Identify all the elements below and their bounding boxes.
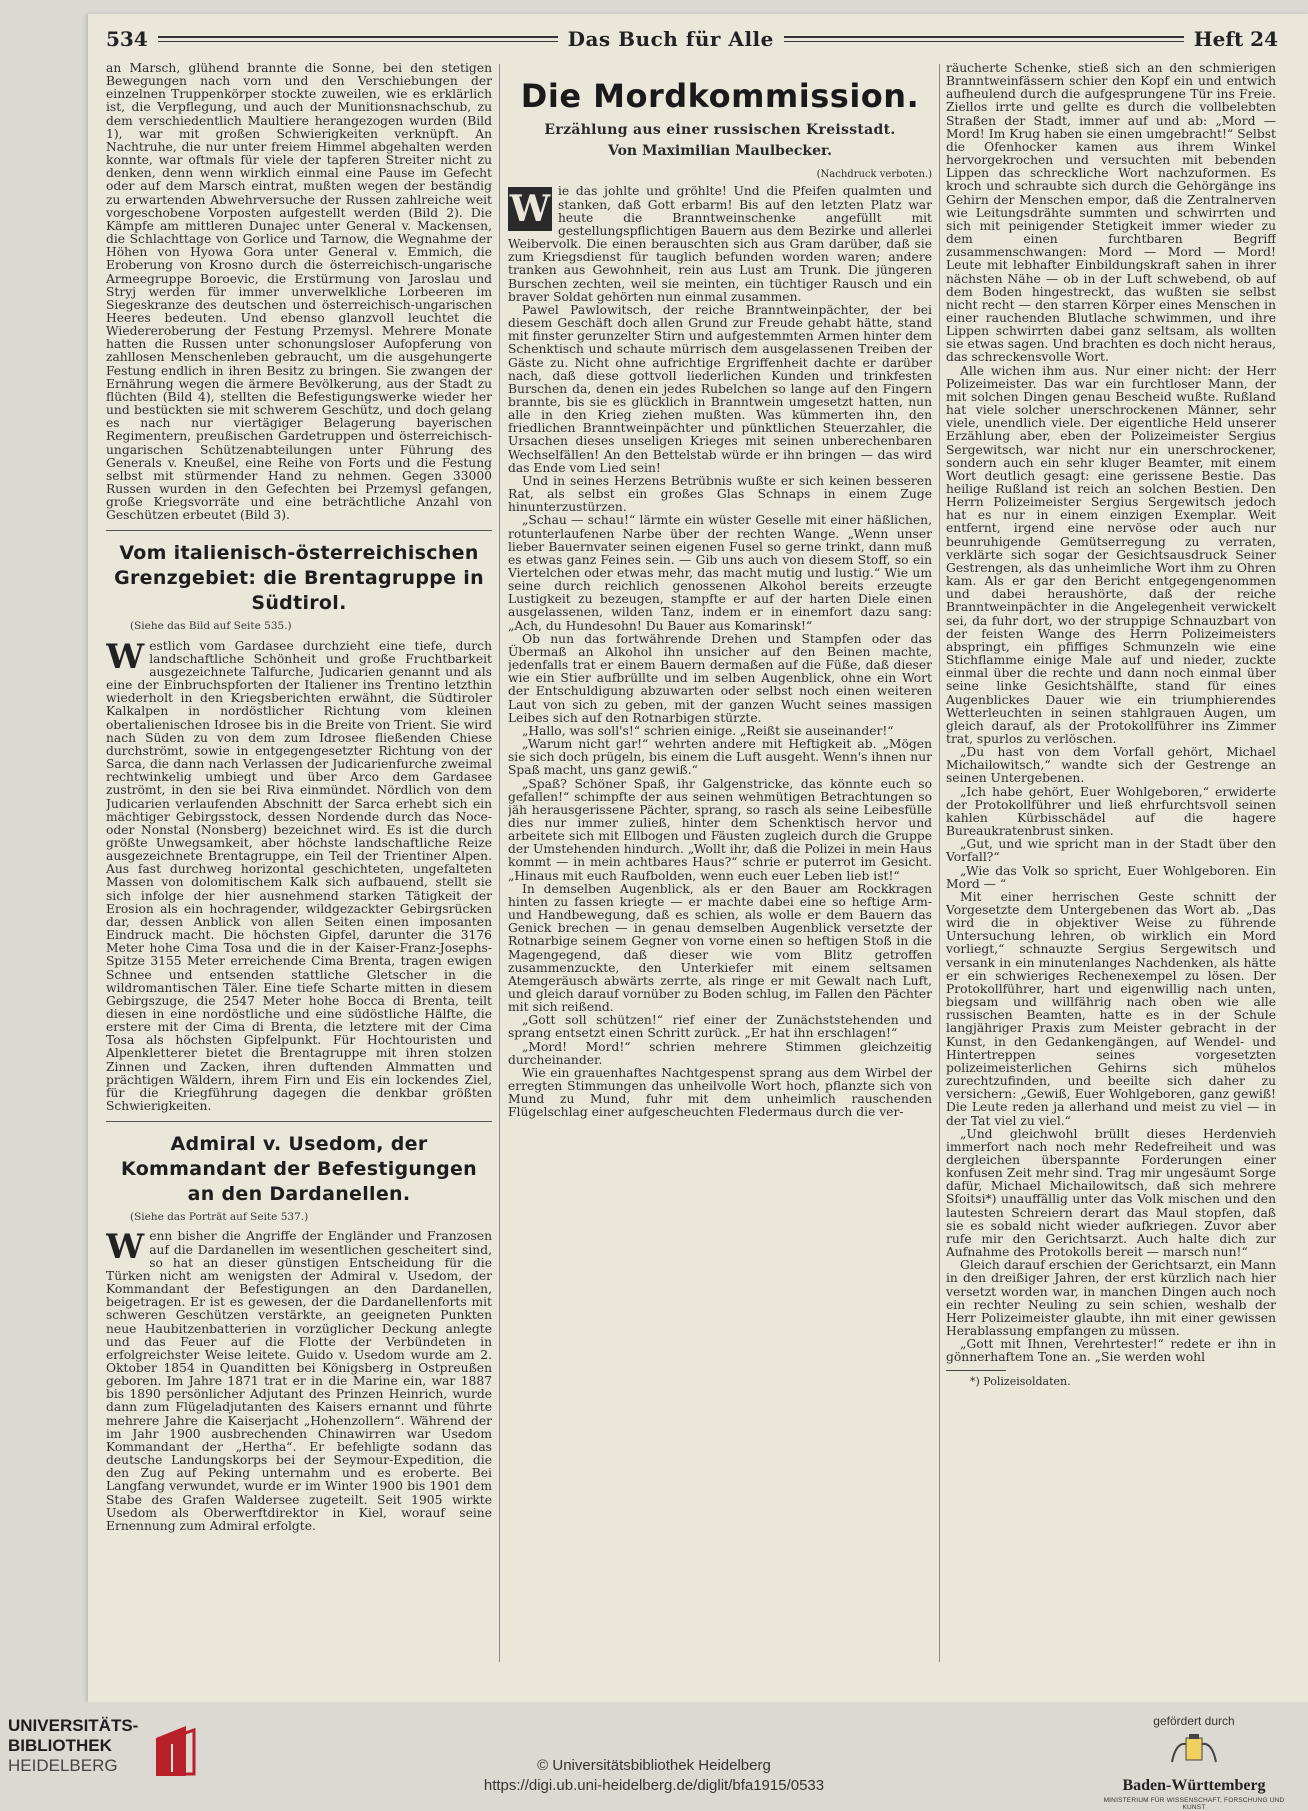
paragraph bbox=[508, 185, 932, 303]
section-heading-usedom: Admiral v. Usedom, der Kommandant der Befestigungen an den Dardanellen. bbox=[121, 1133, 477, 1206]
paragraph: „Ich habe gehört, Euer Wohlgeboren,“ erwiderte der Protokollführer und ließ ehrfurchtsvoll seinen kahlen Kürbisschädel auf die hagere Bureaukratenbrust sinken. bbox=[946, 784, 1276, 839]
paragraph: „Mord! Mord!“ schrien mehrere Stimmen gleichzeitig durcheinander. bbox=[508, 1039, 932, 1067]
picture-reference: (Siehe das Porträt auf Seite 537.) bbox=[130, 1211, 309, 1224]
story-author: Von Maximilian Maulbecker. bbox=[608, 143, 832, 160]
page-header bbox=[106, 22, 1278, 56]
paragraph: Gleich darauf erschien der Gerichtsarzt, ein Mann in den dreißiger Jahren, der erst kürzlich nach hier versetzt worden war, in manchen Dingen auch noch ein rechter Neuling zu sein schien, weshalb der Herr Polizeimeister glaubte, ihn mit einer gewissen Herablassung empfangen zu müssen. bbox=[946, 1258, 1276, 1338]
story-title: Die Mordkommission. bbox=[520, 77, 920, 115]
story-subtitle: Erzählung aus einer russischen Kreisstadt. bbox=[544, 122, 896, 138]
paragraph: „Hallo, was soll's!“ schrien einige. „Reißt sie auseinander!“ bbox=[522, 723, 894, 738]
paragraph: „Gott soll schützen!“ rief einer der Zunächststehenden und sprang entsetzt einen Schritt zurück. „Er hat ihn erschlagen!“ bbox=[508, 1013, 932, 1041]
section-divider bbox=[106, 530, 492, 531]
footnote-rule bbox=[946, 1370, 1006, 1371]
paragraph: „Gut, und wie spricht man in der Stadt über den Vorfall?“ bbox=[946, 837, 1276, 865]
page-number: 534 bbox=[106, 27, 148, 51]
paragraph-text: ie das johlte und gröhlte! Und die Pfeifen qualmten und stanken, daß Gott erbarm! Bis auf den letzten Platz war heute die Branntweinschenke angefüllt mit gestellungspflichtigen Bauern aus dem Bezirke und allerlei Weibervolk. Die einen berauschten sich aus Gram darüber, daß sie zum Kriegsdienst für tauglich befunden worden waren; andere tranken aus Gewohnheit, rein aus Lust am Trunk. Die jüngeren Burschen zechten, weil sie meinten, ein tüchtiger Rausch und ein braver Soldat gehörten nun einmal zusammen. bbox=[508, 184, 932, 304]
library-name: UNIVERSITÄTS- BIBLIOTHEK HEIDELBERG bbox=[8, 1716, 139, 1775]
paragraph: In demselben Augenblick, als er den Bauer am Rockkragen hinten zu fassen kriegte — er machte dabei eine so heftige Arm- und Handbewegung, daß es schien, als wolle er dem Bauern das Genick brechen — in genau demselben Augenblick versetzte der Rotnarbige seinem Gegner von vorne einen so heftigen Stoß in die Magengegend, daß dieser wie vom Blitz getroffen zusammenzuckte, den Unterkiefer mit einem seltsamen Atemgeräusch abwärts zerrte, als ringe er mit Gewalt nach Luft, und gleich darauf vornüber zu Boden schlug, im Fallen den Pächter mit sich reißend. bbox=[508, 881, 932, 1015]
paragraph: „Du hast von dem Vorfall gehört, Michael Michailowitsch,“ wandte sich der Gestrenge an seinen Untergebenen. bbox=[946, 745, 1276, 786]
column-divider bbox=[499, 64, 500, 1662]
paragraph-text: enn bisher die Angriffe der Engländer und Franzosen auf die Dardanellen im wesentlichen gescheitert sind, so hat an dieser günstigen Entscheidung für die Türken nicht am wenigsten der Admiral v. Usedom, der Kommandant der Befestigungen an den Dardanellen, beigetragen. Er ist es gewesen, der die Dardanellenforts mit schweren Geschützen verstärkte, an geeigneten Punkten neue Haubitzenbatterien in vorzüglicher Deckung anlegte und das Feuer auf die Flotte der Verbündeten in erfolgreichster Weise leitete. Guido v. Usedom wurde am 2. Oktober 1854 in Quanditten bei Königsberg in Ostpreußen geboren. Im Jahre 1871 trat er in die Marine ein, war 1887 bis 1890 persönlicher Adjutant des Prinzen Heinrich, wurde dann zum Flügeladjutanten des Kaisers ernannt und führte mehrere Jahre die Kaiserjacht „Hohenzollern“. Während der im Jahr 1900 ausbrechenden Chinawirren war Usedom Kommandant der „Hertha“. Er befehligte sodann das deutsche Landungskorps bei der Seymour-Expedition, die den Zug auf Peking unternahm und es eroberte. Bei Langfang verwundet, wurde er im Winter 1900 bis 1901 dem Stabe des Grafen Waldersee zugeteilt. Seit 1905 wirkte Usedom als Oberwerftdirektor in Kiel, worauf seine Ernennung zum Admiral erfolgte. bbox=[106, 1229, 492, 1533]
header-rule-left bbox=[158, 36, 558, 42]
permalink[interactable]: https://digi.ub.uni-heidelberg.de/diglit/bfa1915/0533 bbox=[483, 1777, 825, 1794]
paragraph: räucherte Schenke, stieß sich an den schmierigen Branntweinfässern schier den Kopf ein und entwich aufheulend durch die aufgesprungene Tür ins Freie. Ziellos irrte und gellte es durch die vollbelebten Straßen der Stadt, immer auf und ab: „Mord — Mord! Im Krug haben sie einen umgebracht!“ Selbst die Ofenhocker kamen aus ihrem Winkel hervorgekrochen und versuchten mit bebenden Lippen das schreckliche Wort nachzuformen. Es kroch und schraubte sich durch die Gehörgänge ins Gehirn der Menschen empor, daß die Zentralnerven wie Leitungsdrähte summten und schwirrten und sich mit peinigender Stetigkeit immer wieder zu dem einen furchtbaren Begriff zusammenschwangen: Mord — Mord — Mord! Leute mit lebhafter Einbildungskraft sahen in ihrer nächsten Nähe — ob in der Luft schwebend, ob auf dem Boden hingestreckt, das wußten sie selbst nicht recht — den starren Körper eines Menschen in einer rauchenden Blutlache schwimmen, und ihre Lippen schwirrten dabei ganz seltsam, als wollten sie etwas sagen. Und brachten es doch nicht heraus, das schreckensvolle Wort. bbox=[946, 62, 1276, 365]
drop-cap: W bbox=[106, 1227, 145, 1268]
paragraph: Pawel Pawlowitsch, der reiche Branntweinpächter, der bei diesem Geschäft doch allen Grund zur Freude gehabt hätte, stand mit finster gerunzelter Stirn und aufgestemmten Armen hinter dem Schenktisch und schaute mürrisch dem ausgelassenen Treiben der Gäste zu. Nicht ohne aufrichtige Ergriffenheit dachte er darüber nach, daß diese gottvoll liederlichen Kunden und trinkfesten Burschen da, denen ein jedes Rubelchen so lange auf den Fingern brannte, bis sie es glücklich in Branntwein umgesetzt hatten, nun alle in den Krieg ziehen mußten. Was kümmerten ihn, den friedlichen Branntweinpächter und pünktlichen Steuerzahler, die Ursachen dieses unseligen Krieges mit seinen unberechenbaren Wechselfällen! An den Bettelstab würde er ihn bringen — das wird das Ende vom Lied sein! bbox=[508, 302, 932, 475]
drop-cap: W bbox=[106, 636, 145, 677]
column-right bbox=[946, 62, 1276, 1672]
paragraph: an Marsch, glühend brannte die Sonne, bei den stetigen Bewegungen nach vorn und den Verschiebungen der einzelnen Truppenkörper stockte zuweilen, wie es erklärlich ist, die Verpflegung, und auch der Munitionsnachschub, zu dem verschiedentlich Maultiere herangezogen wurden (Bild 1), war mit großen Schwierigkeiten verknüpft. An Nachtruhe, die nur unter freiem Himmel abgehalten werden konnte, war oftmals für viele der tapferen Streiter nicht zu denken, denn wenn wirklich einmal eine Pause im Gefecht oder auf dem Marsch eintrat, mußten wegen der beständig zu erwartenden Abwehrversuche der Russen zahlreiche weit vorgeschobene Vorposten aufgestellt werden (Bild 2). Die Kämpfe am mittleren Dunajec unter General v. Mackensen, die Schlachttage von Gorlice und Tarnow, die Wegnahme der Höhen von Hyowa Gora unter General v. Emmich, die Eroberung von Krosno durch die österreichisch-ungarische Armeegruppe Boroevic, die Erstürmung von Jaroslau und Stryj werden für immer unverwelkliche Lorbeeren im Siegeskranze des deutschen und österreichisch-ungarischen Heeres bedeuten. Und ebenso glanzvoll leuchtet die Wiedereroberung der Festung Przemysl. Mehrere Monate hatten die Russen unter schonungsloser Aufopferung von zahllosen Menschenleben gebraucht, um die ausgehungerte Festung endlich in ihren Besitz zu bringen. Sie zwangen der Ernährung wegen die ärmere Bevölkerung, aus der Stadt zu flüchten (Bild 4), stellten die Befestigungswerke wieder her und bestückten sie mit schwerem Geschütz, und doch gelang es nach nur viertägiger Belagerung bayerischen Regimentern, preußischen Gardetruppen und österreichisch-ungarischen Schützenabteilungen unter Führung des Generals v. Kneußel, eine Reihe von Forts und die Festung selbst mit stürmender Hand zu nehmen. Gegen 33000 Russen wurden in den Gefechten bei Przemysl gefangen, große Kriegsvorräte und eine beträchtliche Anzahl von Geschützen erbeutet (Bild 3). bbox=[106, 62, 492, 523]
paragraph: „Spaß? Schöner Spaß, ihr Galgenstricke, das könnte euch so gefallen!“ schimpfte der aus seinen wehmütigen Betrachtungen so jäh herausgerissene Pächter, sprang, so rasch als seine Leibesfülle dies nur immer zuließ, hinter dem Schenktisch hervor und arbeitete sich mit Ellbogen und Fäusten zugleich durch die Gruppe der Umstehenden hindurch. „Wollt ihr, daß die Polizei in mein Haus kommt — in mein achtbares Haus?“ schrie er puterrot im Gesicht. „Hinaus mit euch Raufbolden, wenn euch euer Leben lieb ist!“ bbox=[508, 776, 932, 883]
journal-title: Das Buch für Alle bbox=[567, 27, 774, 51]
column-left bbox=[106, 62, 492, 1672]
decorative-initial: W bbox=[509, 188, 551, 231]
funding-notice: gefördert durch Baden-Württemberg MINISTERIUM FÜR WISSENSCHAFT, FORSCHUNG UND KUNST bbox=[1103, 1714, 1285, 1811]
copyright-notice: © Universitätsbibliothek Heidelberg https://digi.ub.uni-heidelberg.de/diglit/bfa1915/0533 bbox=[0, 1756, 1308, 1796]
footnote: *) Polizeisoldaten. bbox=[970, 1375, 1071, 1389]
paragraph: „Wie das Volk so spricht, Euer Wohlgeboren. Ein Mord — “ bbox=[946, 863, 1276, 891]
section-divider bbox=[106, 1121, 492, 1122]
paragraph: „Gott mit Ihnen, Verehrtester!“ redete er ihn in gönnerhaftem Tone an. „Sie werden wohl bbox=[946, 1337, 1276, 1365]
paragraph: „Und gleichwohl brüllt dieses Herdenvieh immerfort nach noch mehr Redefreiheit und was dergleichen überspannte Forderungen einer konfusen Zeit mehr sind. Trag mir ungesäumt Sorge dafür, Michael Michailowitsch, daß sich mehrere Sfoitsi*) unauffällig unter das Volk mischen und den lautesten Schreiern derart das Maul stopfen, daß sie es sobald nicht wieder aufkriegen. Zuvor aber rufe mir den Gerichtsarzt. Auch halte dich zur Aufnahme des Protokolls bereit — marsch nun!“ bbox=[946, 1126, 1276, 1260]
paragraph: Ob nun das fortwährende Drehen und Stampfen oder das Übermaß an Alkohol ihn unsicher auf den Beinen machte, jedenfalls trat er einem Bauern dermaßen auf die Füße, daß dieser wie ein Stier aufbrüllte und im selben Augenblick, ohne ein Wort der Entschuldigung abzuwarten oder selbst noch einen weiteren Laut von sich zu geben, mit der ganzen Wucht seines massigen Leibes sich auf den Rotnarbigen stürzte. bbox=[508, 631, 932, 725]
paragraph: Und in seines Herzens Betrübnis wußte er sich keinen besseren Rat, als selbst ein großes Glas Schnaps in einem Zuge hinunterzustürzen. bbox=[508, 473, 932, 515]
reprint-notice: (Nachdruck verboten.) bbox=[816, 169, 932, 181]
paragraph: Mit einer herrischen Geste schnitt der Vorgesetzte dem Untergebenen das Wort ab. „Das wird die in objektiver Weise zu führende Untersuchung lehren, ob wirklich ein Mord vorliegt,“ schnauzte Sergius Sergewitsch und versank in ein minutenlanges Nachdenken, als hätte er ein schwieriges Rechenexempel zu lösen. Der Protokollführer, hart und eigenwillig nach unten, biegsam und willfährig nach oben wie alle russischen Beamten, hatte es in der Schule langjähriger Praxis zum Meister gebracht in der Kunst, in den Gedankengängen, auf Wendel- und Hintertreppen seines vorgesetzten polizeimeisterlichen Gehirns sich mühelos zurechtzufinden, und beeilte sich daher zu versichern: „Gewiß, Euer Wohlgeboren, ganz gewiß! Die Leute reden ja allerhand und meist zu viel — in der Tat viel zu viel.“ bbox=[946, 889, 1276, 1128]
header-rule-right bbox=[784, 36, 1184, 42]
scanned-page bbox=[88, 14, 1308, 1702]
paragraph: Alle wichen ihm aus. Nur einer nicht: der Herr Polizeimeister. Das war ein furchtloser Mann, der mit solchen Dingen genau Bescheid wußte. Rußland hat viele solcher unerschrockenen Männer, sehr viele, unendlich viele. Der eigentliche Held unserer Erzählung aber, eben der Polizeimeister Sergius Sergewitsch, war nicht nur ein unerschrockener, sondern auch ein sehr kluger Beamter, mit einem Wort deutlich gesagt: eine gerissene Bestie. Das heilige Rußland ist reich an solchen Bestien. Den Herrn Polizeimeister Sergius Sergewitsch jedoch hat es nur in einem einzigen Exemplar. Weit entfernt, irgend eine nervöse oder auch nur beunruhigende Gemütserregung zu verraten, verklärte sich sogar der Gesichtsausdruck Seiner Gestrengen, als das unheimliche Wort ihm zu Ohren kam. Als er gar den Bericht entgegengenommen und dabei heraushörte, daß der reiche Branntweinpächter in die Angelegenheit verwickelt sei, da fuhr dort, wo der struppige Schnauzbart von der feisten Wange des Herrn Polizeimeisters abspringt, ein pfiffiges Schmunzeln wie eine Stichflamme einige Male auf und nieder, zuckte einmal über die rechte und dann noch einmal über seine linke Gesichtshälfte, stand für eines Augenblickes Dauer wie ein triumphierendes Wetterleuchten in seinen stahlgrauen Augen, um gleich darauf, als der Protokollführer ins Zimmer trat, spurlos zu verlöschen. bbox=[946, 363, 1276, 746]
paragraph: „Warum nicht gar!“ wehrten andere mit Heftigkeit ab. „Mögen sie sich doch prügeln, bis einem die Luft ausgeht. Wenn's ihnen nur Spaß macht, uns ganz gewiß.“ bbox=[508, 737, 932, 778]
viewer-footer bbox=[0, 1702, 1308, 1811]
paragraph: „Schau — schau!“ lärmte ein wüster Geselle mit einer häßlichen, rotunterlaufenen Narbe über der rechten Wange. „Wenn unser lieber Bauernvater seinen eigenen Fusel so gerne trinkt, dann muß es etwas ganz Feines sein. — Gib uns auch von diesem Stoff, so ein Viertelchen oder etwas mehr, das macht mutig und lustig.“ Wie um seine durch reichlich genossenen Alkohol bereits erzeugte Lustigkeit zu bezeugen, stampfte er auf der harten Diele einen ausgelassenen, wilden Tanz, indem er in einemfort dazu sang: „Ach, du Hundesohn! Du Bauer aus Komarinsk!“ bbox=[508, 513, 932, 633]
issue-number: Heft 24 bbox=[1193, 27, 1278, 51]
paragraph bbox=[106, 636, 492, 1114]
paragraph-text: estlich vom Gardasee durchzieht eine tiefe, durch landschaftliche Schönheit und große Fruchtbarkeit ausgezeichnete Talfurche, Judicarien genannt und als eine der Einbruchspforten der Italiener ins Trentino letzthin wiederholt in den Kriegsberichten erwähnt, die Südtiroler Kalkalpen in nordöstlicher Richtung vom kleinen obertalienischen Idrosee bis in die Breite von Trient. Sie wird nach Süden zu von dem zum Idrosee fließenden Chiese durchströmt, sowie in entgegengesetzter Richtung von der Sarca, die dann nach Verlassen der Judicarienfurche zweimal rechtwinkelig umbiegt und über Arco dem Gardasee zuströmt, in den sie bei Riva einmündet. Nördlich von dem Judicarien verlaufenden Abschnitt der Sarca erhebt sich ein mächtiger Gebirgsstock, dessen Nordende durch das Noce- oder Nonstal (Nonsberg) bezeichnet wird. Es ist die durch größte Unwegsamkeit, aber höchste landschaftliche Reize ausgezeichnete Brentagruppe, ein Teil der Trientiner Alpen. Aus fast durchweg horizontal geschichteten, ungefalteten Massen von dolomitischem Kalk sich aufbauend, stellt sie sich infolge der hier ausnehmend starken Tätigkeit der Erosion als ein hochragender, wildgezackter Gebirgsrücken dar, dessen Anblick von allen Seiten einen imposanten Eindruck macht. Die höchsten Gipfel, darunter die 3176 Meter hohe Cima Tosa und die in der Kaiser-Franz-Josephs-Spitze 3155 Meter erreichende Cima Brenta, tragen ewigen Schnee und entsenden stattliche Gletscher in die wildromantischen Täler. Eine tiefe Scharte mitten in diesem Gebirgszuge, die 2547 Meter hohe Bocca di Brenta, teilt diesen in eine nordöstliche und eine südöstliche Hälfte, die erstere mit der Cima di Brenta, die letztere mit der Cima Tosa als höchsten Gipfelpunkt. Für Hochtouristen und Alpenkletterer bietet die Brentagruppe mit ihren stolzen Zinnen und Zacken, ihren duftenden Almmatten und prächtigen Wäldern, ihrem Firn und Eis ein lockendes Ziel, für die Kriegführung dagegen die denkbar größten Schwierigkeiten. bbox=[106, 638, 492, 1114]
picture-reference: (Siehe das Bild auf Seite 535.) bbox=[130, 620, 292, 633]
paragraph bbox=[106, 1227, 492, 1533]
state-crest-icon bbox=[1164, 1732, 1224, 1768]
paragraph: Wie ein grauenhaftes Nachtgespenst sprang aus dem Wirbel der erregten Stimmungen das unheilvolle Wort hoch, pflanzte sich von Mund zu Mund, fuhr mit dem unheimlich rauschenden Flügelschlag einer aufgescheuchten Fledermaus durch die ver- bbox=[508, 1065, 932, 1120]
column-divider bbox=[939, 64, 940, 1662]
section-heading-brenta: Vom italienisch-österreichischen Grenzgebiet: die Brentagruppe in Südtirol. bbox=[114, 542, 484, 615]
column-middle bbox=[508, 62, 932, 1672]
